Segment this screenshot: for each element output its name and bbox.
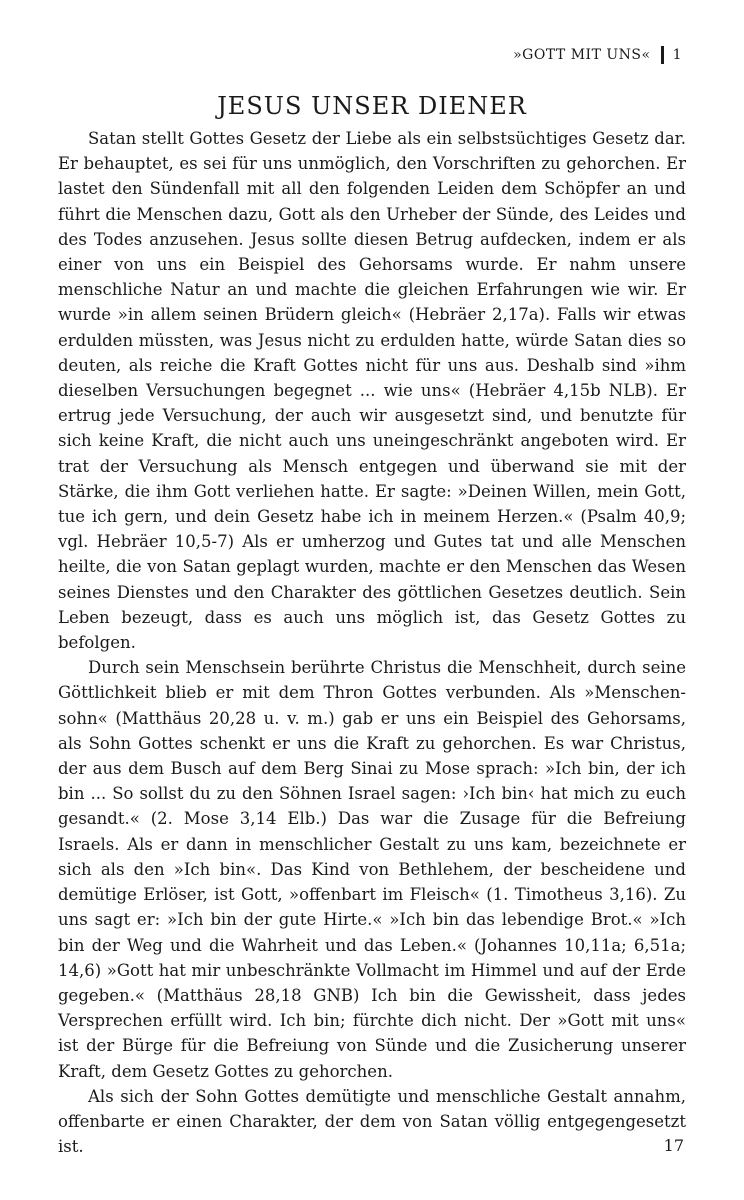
chapter-title: JESUS UNSER DIENER (217, 92, 527, 120)
running-title: »GOTT MIT UNS« (513, 47, 651, 63)
header-divider (661, 46, 664, 64)
paragraph-2: Durch sein Menschsein berührte Christus die Menschheit, durch seine Göttlichkeit blieb er mit dem Thron Gottes verbunden. Als »Menschensohn« (Matthäus 20,28 u. v. m.) gab er uns ein Beispiel des Gehorsams, als Sohn Gottes schenkt er uns die Kraft zu gehorchen. Es war Christus, der aus dem Busch auf dem Berg Sinai zu Mose sprach: »Ich bin, der ich bin ... So sollst du zu den Söhnen Israel sagen: ›Ich bin‹ hat mich zu euch gesandt.« (2. Mose 3,14 Elb.) Das war die Zusage für die Befreiung Israels. Als er dann in menschlicher Gestalt zu uns kam, bezeichnete er sich als den »Ich bin«. Das Kind von Bethlehem, der bescheidene und demütige Erlöser, ist Gott, »offenbart im Fleisch« (1. Timotheus 3,16). Zu uns sagt er: »Ich bin der gute Hirte.« »Ich bin das lebendige Brot.« »Ich bin der Weg und die Wahrheit und das Leben.« (Johannes 10,11a; 6,51a; 14,6) »Gott hat mir unbeschränkte Vollmacht im Himmel und auf der Erde gegeben.« (Matthäus 28,18 GNB) Ich bin die Gewissheit, dass jedes Versprechen erfüllt wird. Ich bin; fürchte dich nicht. Der »Gott mit uns« ist der Bürge für die Befreiung von Sünde und die Zusicherung unserer Kraft, dem Gesetz Gottes zu gehorchen. (58, 658, 686, 1081)
paragraph-3: Als sich der Sohn Gottes demütigte und menschliche Gestalt annahm, offenbarte er einen Charakter, der dem von Satan völlig entgegengesetzt ist. (58, 1086, 686, 1157)
chapter-number: 1 (672, 47, 682, 63)
paragraph-1: Satan stellt Gottes Gesetz der Liebe als ein selbstsüchtiges Gesetz dar. Er behauptet, es sei für uns unmöglich, den Vorschriften zu gehorchen. Er lastet den Sündenfall mit all den folgenden Leiden dem Schöpfer an und führt die Menschen dazu, Gott als den Urheber der Sünde, des Leides und des Todes anzusehen. Jesus sollte diesen Betrug aufdecken, indem er als einer von uns ein Beispiel des Gehorsams wurde. Er nahm unsere menschliche Natur an und machte die gleichen Erfahrungen wie wir. Er wurde »in allem seinen Brüdern gleich« (Hebräer 2,17a). Falls wir etwas erdulden müssten, was Jesus nicht zu erdulden hatte, würde Satan dies so deuten, als reiche die Kraft Gottes nicht für uns aus. Deshalb sind »ihm dieselben Versuchungen begegnet ... wie uns« (Hebräer 4,15b NLB). Er ertrug jede Versuchung, der auch wir ausgesetzt sind, und benutzte für sich keine Kraft, die nicht auch uns uneingeschränkt angeboten wird. Er trat der Versuchung als Mensch entgegen und überwand sie mit der Stärke, die ihm Gott verliehen hatte. Er sagte: »Deinen Willen, mein Gott, tue ich gern, und dein Gesetz habe ich in meinem Herzen.« (Psalm 40,9; vgl. Hebräer 10,5-7) Als er umherzog und Gutes tat und alle Menschen heilte, die von Satan geplagt wurden, machte er den Menschen das Wesen seines Dienstes und den Charakter des göttlichen Gesetzes deutlich. Sein Leben bezeugt, dass es auch uns möglich ist, das Gesetz Gottes zu befolgen. (58, 129, 686, 653)
running-header (513, 46, 682, 64)
page-number: 17 (663, 1136, 684, 1155)
body-text (58, 126, 686, 1159)
